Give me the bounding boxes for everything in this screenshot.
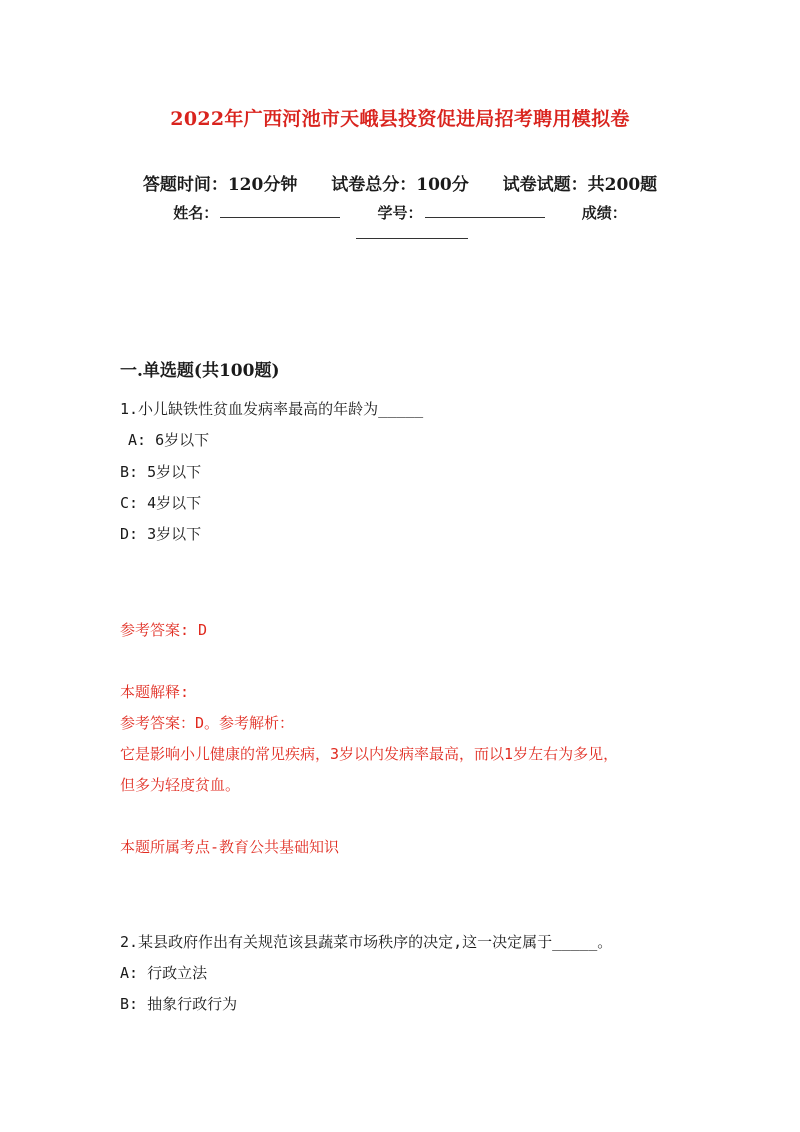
student-fields bbox=[0, 202, 800, 223]
question-1-explain-line-1: 它是影响小儿健康的常见疾病，3岁以内发病率最高，而以1岁左右为多见， bbox=[120, 745, 619, 763]
exam-question-count: 试卷试题：共200题 bbox=[502, 175, 658, 195]
question-1-explain-answer: 参考答案：D。参考解析： bbox=[120, 714, 295, 732]
question-1-stem: 1.小儿缺铁性贫血发病率最高的年龄为_____ bbox=[120, 400, 424, 418]
exam-meta bbox=[0, 170, 800, 195]
name-field[interactable] bbox=[173, 204, 340, 222]
name-label: 姓名： bbox=[173, 204, 219, 222]
exam-total-score: 试卷总分：100分 bbox=[331, 175, 469, 195]
question-2-option-a[interactable]: A: 行政立法 bbox=[120, 964, 208, 982]
question-1-option-a[interactable]: A: 6岁以下 bbox=[128, 431, 210, 449]
score-blank[interactable] bbox=[356, 236, 468, 239]
question-1-explain-head: 本题解释: bbox=[120, 683, 190, 701]
id-field[interactable] bbox=[377, 204, 544, 222]
question-1-option-d[interactable]: D: 3岁以下 bbox=[120, 525, 202, 543]
question-1-explain-line-2: 但多为轻度贫血。 bbox=[120, 776, 241, 794]
exam-title: 2022年广西河池市天峨县投资促进局招考聘用模拟卷 bbox=[170, 108, 630, 130]
exam-time: 答题时间：120分钟 bbox=[142, 175, 298, 195]
question-2-stem: 2.某县政府作出有关规范该县蔬菜市场秩序的决定,这一决定属于_____。 bbox=[120, 933, 613, 951]
score-field bbox=[582, 204, 627, 222]
score-label: 成绩： bbox=[581, 204, 627, 222]
question-1-option-c[interactable]: C: 4岁以下 bbox=[120, 494, 202, 512]
question-1-answer: 参考答案: D bbox=[120, 621, 208, 639]
question-1-topic: 本题所属考点-教育公共基础知识 bbox=[120, 838, 340, 856]
question-1-option-b[interactable]: B: 5岁以下 bbox=[120, 463, 202, 481]
section-title: 一.单选题(共100题) bbox=[120, 361, 280, 381]
id-blank[interactable] bbox=[425, 203, 545, 218]
id-label: 学号： bbox=[377, 204, 423, 222]
question-2-option-b[interactable]: B: 抽象行政行为 bbox=[120, 995, 238, 1013]
name-blank[interactable] bbox=[220, 203, 340, 218]
